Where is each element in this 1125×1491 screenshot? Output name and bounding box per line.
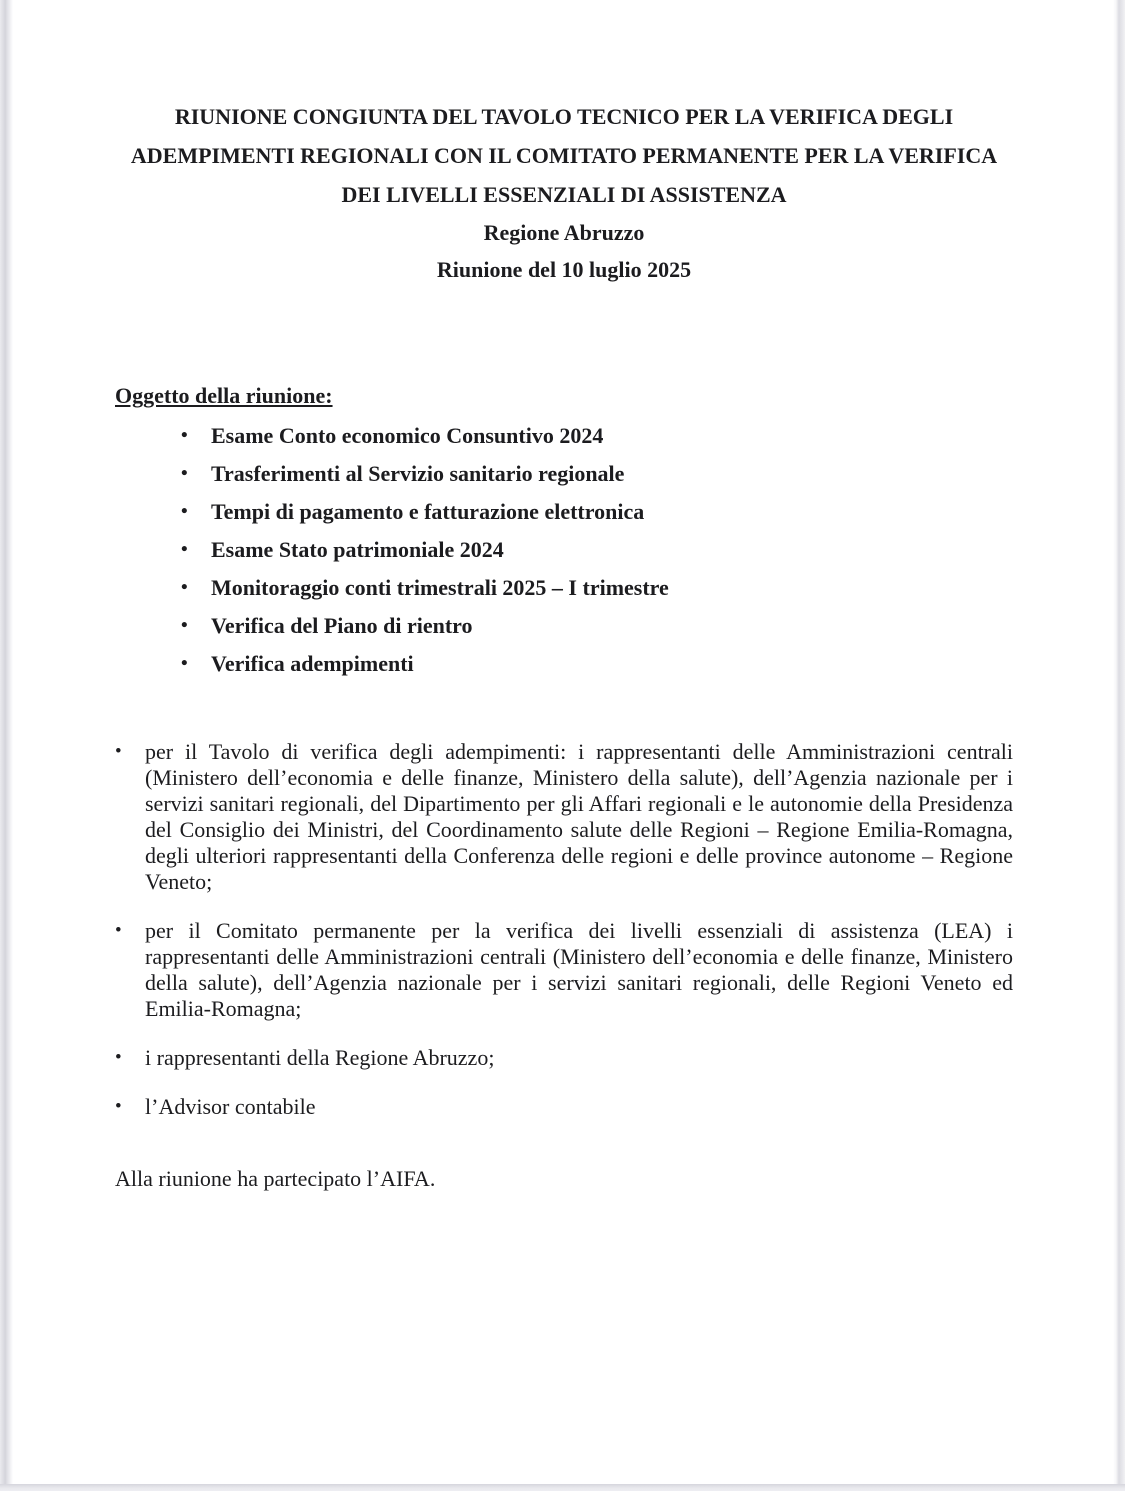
- participant-text: i rappresentanti della Regione Abruzzo;: [145, 1045, 495, 1070]
- agenda-item-label: Tempi di pagamento e fatturazione elettronica: [211, 499, 645, 524]
- agenda-item-label: Esame Conto economico Consuntivo 2024: [211, 423, 604, 448]
- agenda-item-label: Verifica del Piano di rientro: [211, 613, 473, 638]
- scan-edge-right: [1113, 0, 1125, 1491]
- section-heading-oggetto: Oggetto della riunione:: [115, 383, 333, 408]
- agenda-list: [115, 417, 1013, 683]
- bullet-icon: •: [181, 653, 188, 674]
- closing-statement: Alla riunione ha partecipato l’AIFA.: [115, 1166, 436, 1191]
- scan-edge-left: [0, 0, 13, 1491]
- document-region: Regione Abruzzo: [483, 220, 645, 245]
- participant-item: [115, 918, 1013, 1022]
- bullet-icon: •: [181, 501, 188, 522]
- document-meeting-date: Riunione del 10 luglio 2025: [436, 257, 692, 282]
- participant-list: [115, 739, 1013, 1120]
- scan-edge-bottom: [0, 1484, 1125, 1491]
- bullet-icon: •: [115, 1096, 122, 1117]
- agenda-item-label: Trasferimenti al Servizio sanitario regionale: [211, 461, 625, 486]
- participant-item: [115, 739, 1013, 895]
- participant-text: per il Comitato permanente per la verifica dei livelli essenziali di assistenza (LEA) i rappresentanti delle Amministrazioni centrali (Ministero dell’economia e delle finanze, Ministero della salute), dell’Agenzia nazionale per i servizi sanitari regionali, delle Regioni Veneto ed Emilia-Romagna;: [145, 918, 1013, 1021]
- agenda-item-label: Verifica adempimenti: [211, 651, 414, 676]
- bullet-icon: •: [181, 577, 188, 598]
- bullet-icon: •: [181, 539, 188, 560]
- agenda-item: [115, 645, 1013, 683]
- document-content: [115, 97, 1013, 1192]
- participant-text: per il Tavolo di verifica degli adempimenti: i rappresentanti delle Amministrazioni centrali (Ministero dell’economia e delle finanze, Ministero della salute), dell’Agenzia nazionale per i servizi sanitari regionali, del Dipartimento per gli Affari regionali e le autonomie della Presidenza del Consiglio dei Ministri, del Coordinamento salute delle Regioni – Regione Emilia-Romagna, degli ulteriori rappresentanti della Conferenza delle regioni e delle province autonome – Regione Veneto;: [145, 739, 1013, 894]
- bullet-icon: •: [181, 425, 188, 446]
- bullet-icon: •: [115, 1047, 122, 1068]
- agenda-item: [115, 417, 1013, 455]
- bullet-icon: •: [115, 920, 122, 941]
- agenda-item: [115, 607, 1013, 645]
- agenda-item-label: Monitoraggio conti trimestrali 2025 – I trimestre: [211, 575, 669, 600]
- participant-text: l’Advisor contabile: [145, 1094, 316, 1119]
- agenda-item: [115, 455, 1013, 493]
- participant-item: [115, 1094, 1013, 1120]
- agenda-item: [115, 493, 1013, 531]
- agenda-item: [115, 569, 1013, 607]
- agenda-item: [115, 531, 1013, 569]
- title-line-3: DEI LIVELLI ESSENZIALI DI ASSISTENZA: [341, 182, 787, 207]
- title-line-1: RIUNIONE CONGIUNTA DEL TAVOLO TECNICO PER LA VERIFICA DEGLI: [174, 104, 954, 129]
- document-title: [115, 97, 1013, 288]
- agenda-item-label: Esame Stato patrimoniale 2024: [211, 537, 504, 562]
- bullet-icon: •: [115, 741, 122, 762]
- bullet-icon: •: [181, 615, 188, 636]
- bullet-icon: •: [181, 463, 188, 484]
- title-line-2: ADEMPIMENTI REGIONALI CON IL COMITATO PERMANENTE PER LA VERIFICA: [130, 143, 998, 168]
- participant-item: [115, 1045, 1013, 1071]
